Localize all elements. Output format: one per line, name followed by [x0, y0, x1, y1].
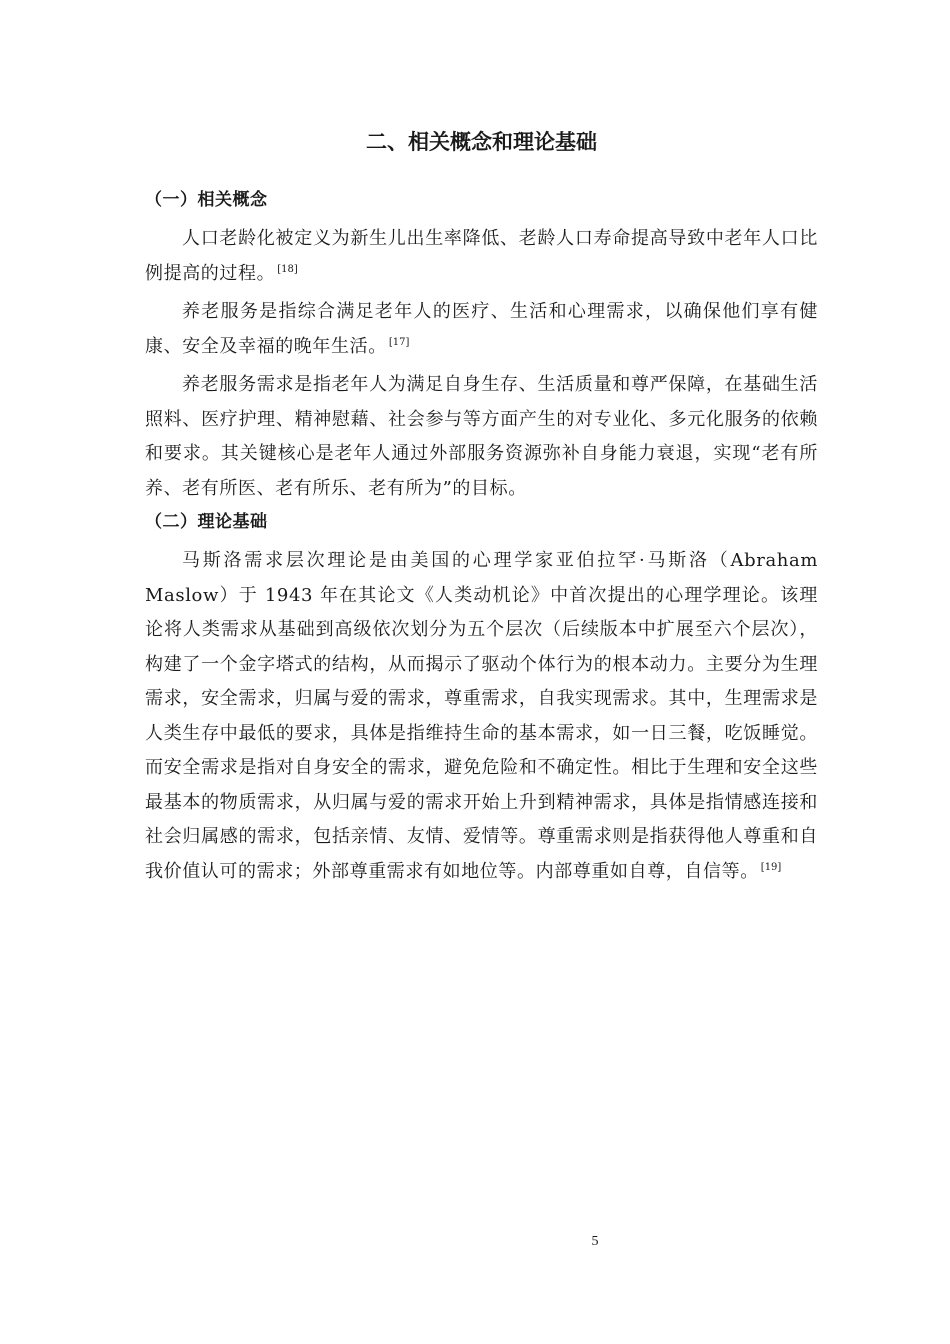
- paragraph-elderly-service: [145, 295, 818, 364]
- citation-marker: [17]: [388, 336, 410, 348]
- chapter-title: 二、相关概念和理论基础: [366, 130, 597, 154]
- page-number: 5: [591, 1234, 599, 1249]
- paragraph-service-demand: [145, 368, 818, 506]
- paragraph-text: 人口老龄化被定义为新生儿出生率降低、老龄人口寿命提高导致中老年人口比例提高的过程。: [145, 228, 818, 284]
- paragraph-aging-definition: [145, 222, 818, 291]
- citation-marker: [19]: [760, 861, 782, 873]
- paragraph-text: 马斯洛需求层次理论是由美国的心理学家亚伯拉罕·马斯洛（Abraham Maslow）于 1943 年在其论文《人类动机论》中首次提出的心理学理论。该理论将人类需求从基础到高级依次划分为五个层次（后续版本中扩展至六个层次），构建了一个金字塔式的结构，从而揭示了驱动个体行为的根本动力。主要分为生理需求，安全需求，归属与爱的需求，尊重需求，自我实现需求。其中，生理需求是人类生存中最低的要求，具体是指维持生命的基本需求，如一日三餐，吃饭睡觉。而安全需求是指对自身安全的需求，避免危险和不确定性。相比于生理和安全这些最基本的物质需求，从归属与爱的需求开始上升到精神需求，具体是指情感连接和社会归属感的需求，包括亲情、友情、爱情等。尊重需求则是指获得他人尊重和自我价值认可的需求；外部尊重需求有如地位等。内部尊重如自尊，自信等。: [145, 550, 818, 882]
- paragraph-maslow-theory: [145, 544, 818, 889]
- section-title-theory: （二）理论基础: [145, 512, 268, 532]
- section-title-concepts: （一）相关概念: [145, 190, 268, 210]
- paragraph-text: 养老服务是指综合满足老年人的医疗、生活和心理需求，以确保他们享有健康、安全及幸福的晚年生活。: [145, 301, 818, 357]
- citation-marker: [18]: [277, 263, 298, 275]
- paragraph-text: 养老服务需求是指老年人为满足自身生存、生活质量和尊严保障，在基础生活照料、医疗护理、精神慰藉、社会参与等方面产生的对专业化、多元化服务的依赖和要求。其关键核心是老年人通过外部服务资源弥补自身能力衰退，实现“老有所养、老有所医、老有所乐、老有所为”的目标。: [145, 374, 818, 499]
